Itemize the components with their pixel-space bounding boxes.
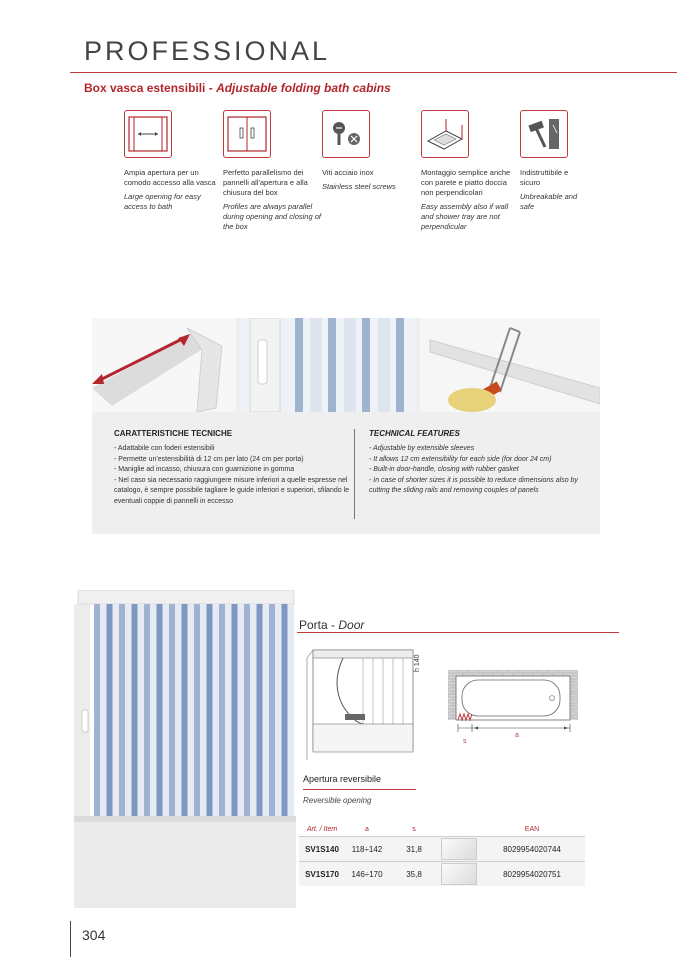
door-title: Porta - Door [299,618,365,632]
door-pleat-highlight [250,604,257,816]
table-header-row [299,822,585,837]
tech-item-en: - In case of shorter sizes it is possible to reduce dimensions also by cutting the sliding rails and removing couples of panels [369,476,578,494]
feature-text-it: Viti acciaio inox [322,168,374,177]
door-pleat [219,604,225,816]
cell-a: 118÷142 [345,837,389,862]
feature-text-it: Montaggio semplice anche con parete e piatto doccia non perpendicolari [421,168,511,197]
door-pleat [282,604,288,816]
spec-table [299,822,585,886]
door-pleat [169,604,175,816]
door-pleat [94,604,100,816]
dim-a-label: a [515,732,519,739]
cell-a: 146÷170 [345,862,389,887]
feature-text-it: Indistruttibile e sicuro [520,168,569,187]
door-pleat-highlight [113,604,120,816]
door-installation-diagram [303,644,418,766]
th-finish [439,822,479,837]
tech-item-it: - Permette un'estensibilità di 12 cm per lato (24 cm per porta) [114,455,304,463]
hammer-icon [520,110,568,158]
feature-text-it: Ampia apertura per un comodo accesso alla vasca [124,168,216,187]
door-pleat-highlight [125,604,132,816]
tech-item-en: - Built-in door-handle, closing with rubber gasket [369,466,519,473]
subtitle-en: Adjustable folding bath cabins [216,81,391,95]
th-item: Art. / Item [306,825,338,833]
extensible-profile-photo [92,318,236,412]
door-pleat [232,604,238,816]
finish-swatch [441,863,477,885]
th-s: s [412,825,416,833]
door-pleat [107,604,113,816]
feature-wide-opening [124,110,224,212]
finish-swatch [441,838,477,860]
feature-text-en: Unbreakable and safe [520,192,578,211]
reversible-opening-title: Apertura reversibile [303,774,382,784]
door-pleat [132,604,138,816]
feature-screws [322,110,402,192]
tech-item-en: - It allows 12 cm extensibility for each side (for door 24 cm) [369,455,552,463]
th-a: a [365,825,369,833]
door-pleat-highlight [100,604,107,816]
door-pleat-highlight [263,604,270,816]
section-subtitle [84,81,391,95]
wide-opening-icon [124,110,172,158]
door-pleat-highlight [275,604,282,816]
door-pleat [269,604,275,816]
page-number-bar [70,921,71,957]
cell-ean: 8029954020744 [479,837,585,862]
door-pleat [157,604,163,816]
feature-text-en: Large opening for easy access to bath [124,192,201,211]
tech-item-it: - Maniglie ad incasso, chiusura con guarnizione in gomma [114,466,295,473]
cell-finish [439,862,479,887]
feature-text-en: Profiles are always parallel during opening and closing of the box [223,202,321,231]
feature-parallel [223,110,323,232]
door-pleat-highlight [175,604,182,816]
cell-s: 31,8 [389,837,439,862]
door-title-it: Porta [299,618,328,632]
feature-assembly [421,110,521,232]
column-divider [354,429,355,519]
height-label: h 140 [414,654,421,672]
table-row [299,837,585,862]
door-title-rule [297,632,619,633]
reversible-opening-subtitle: Reversible opening [303,796,372,805]
door-plan-diagram [448,670,578,752]
feature-text-en: Stainless steel screws [322,182,396,191]
handle-photo [240,318,416,412]
cell-code: SV1S140 [299,837,345,862]
title-rule [70,72,677,73]
door-pleat [244,604,250,816]
tech-item-en: - Adjustable by extensible sleeves [369,445,475,452]
door-pleat-highlight [188,604,195,816]
door-pleat-highlight [150,604,157,816]
door-pleat-highlight [288,604,295,816]
tech-item-it: - Adattabile con foderi estensibili [114,445,215,452]
reversible-opening-rule [303,789,416,790]
door-pleat-highlight [200,604,207,816]
tech-features-en-title: TECHNICAL FEATURES [369,429,460,438]
cell-code: SV1S170 [299,862,345,887]
feature-text-en: Easy assembly also if wall and shower tray are not perpendicular [421,202,509,231]
door-pleat-highlight [238,604,245,816]
cell-ean: 8029954020751 [479,862,585,887]
tech-features-it [114,429,350,507]
cell-s: 35,8 [389,862,439,887]
parallel-panels-icon [223,110,271,158]
door-pleat [144,604,150,816]
folding-door-photo [74,590,296,908]
feature-text-it: Perfetto parallelismo dei pannelli all'apertura e alla chiusura del box [223,168,308,197]
table-row [299,862,585,887]
door-pleat-highlight [213,604,220,816]
door-pleat [119,604,125,816]
cutting-rail-photo [420,318,600,412]
door-pleat-highlight [225,604,232,816]
dim-s-label: s [463,738,467,745]
feature-unbreakable [520,110,590,212]
door-pleat-highlight [163,604,170,816]
tray-assembly-icon [421,110,469,158]
tech-features-it-title: CARATTERISTICHE TECNICHE [114,429,233,438]
subtitle-it: Box vasca estensibili - [84,81,217,95]
page-title: PROFESSIONAL [84,36,331,66]
tech-features-en [369,429,589,497]
door-pleat [207,604,213,816]
cell-finish [439,837,479,862]
th-ean: EAN [524,825,540,833]
door-pleat [194,604,200,816]
tech-item-it: - Nel caso sia necessario raggiungere misure inferiori a quelle espresse nel catalogo, è sempre possibile tagliare le guide inferiori e superiori, sfilando le eventuali coppie di pannelli in eccesso [114,476,350,505]
door-pleat [182,604,188,816]
page-number: 304 [82,927,106,943]
door-pleat [257,604,263,816]
door-pleat-highlight [138,604,145,816]
door-title-en: Door [338,618,365,632]
screw-icon [322,110,370,158]
